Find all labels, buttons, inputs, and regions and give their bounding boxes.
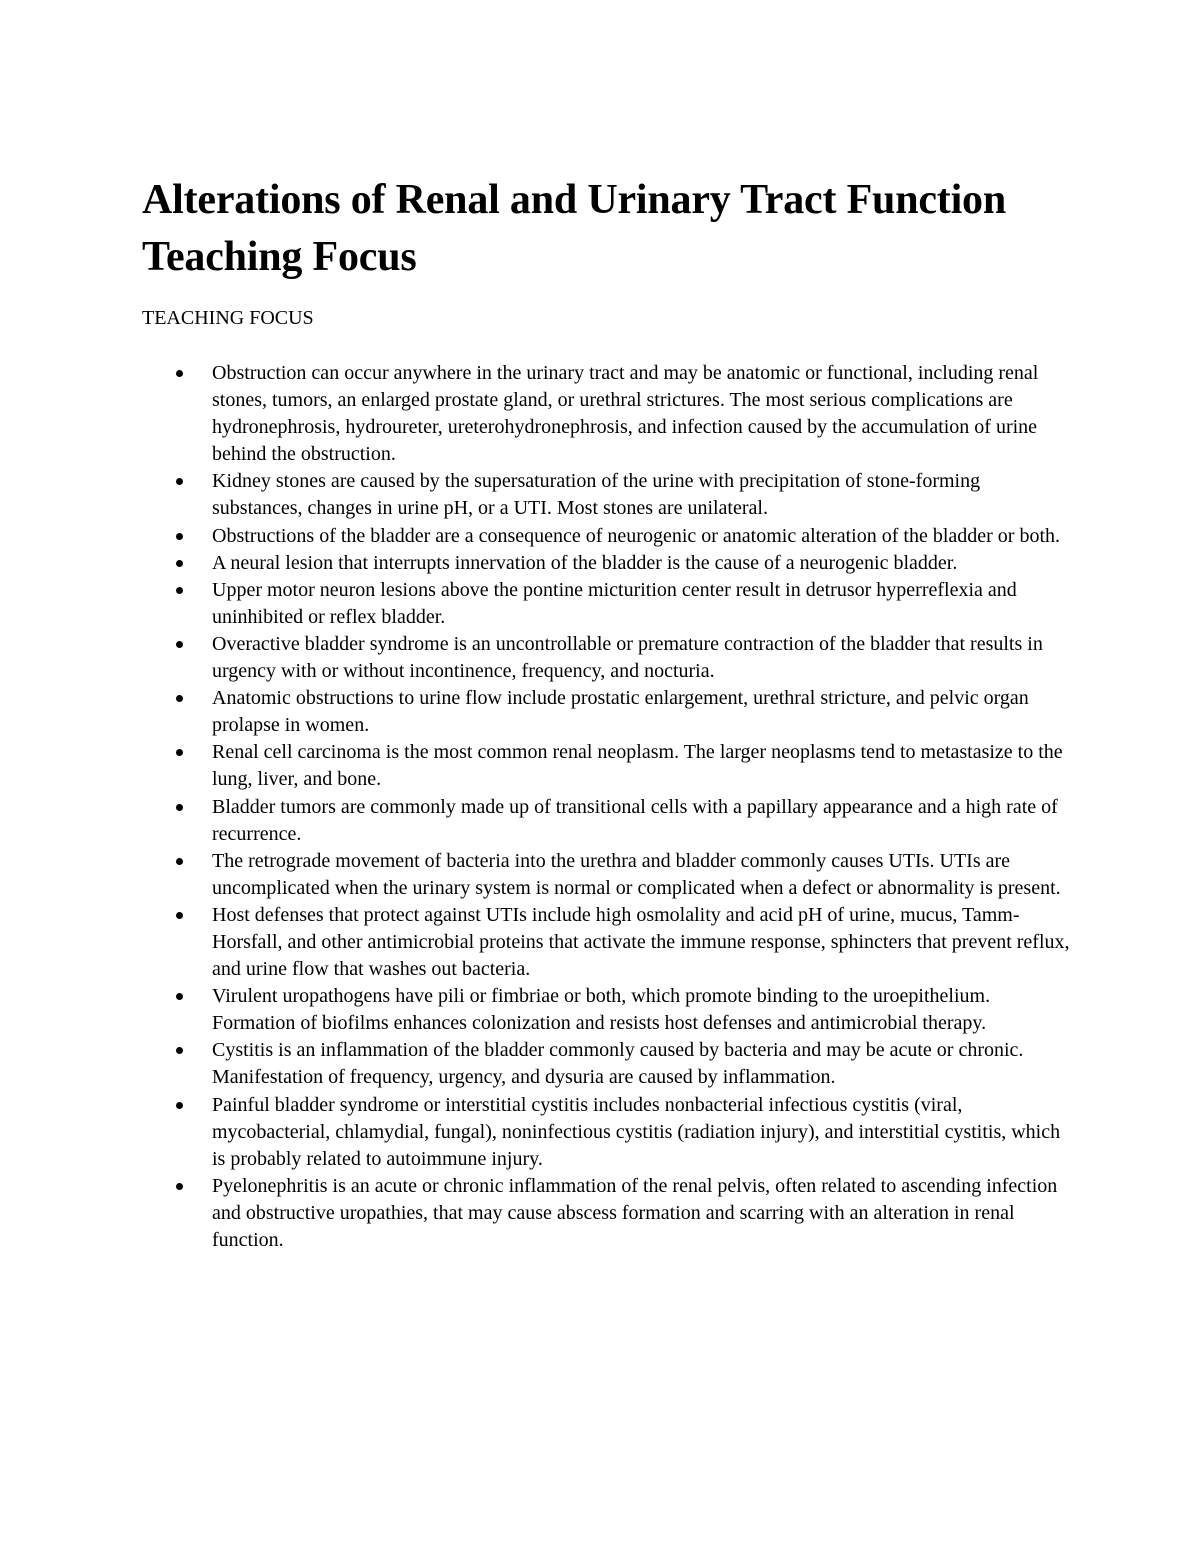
bullet-icon (176, 370, 183, 377)
bullet-icon (176, 695, 183, 702)
list-item-text: Kidney stones are caused by the supersaturation of the urine with precipitation of stone-forming substances, changes in urine pH, or a UTI. Most stones are unilateral. (212, 470, 981, 520)
list-item (212, 848, 1072, 902)
list-item-text: Virulent uropathogens have pili or fimbriae or both, which promote binding to the uroepithelium. Formation of biofilms enhances colonization and resists host defenses and antimicrobial therapy. (212, 985, 991, 1035)
list-item (212, 523, 1072, 550)
section-heading: TEACHING FOCUS (142, 307, 314, 329)
list-item-text: Cystitis is an inflammation of the bladder commonly caused by bacteria and may be acute or chronic. Manifestation of frequency, urgency, and dysuria are caused by inflammation. (212, 1039, 1024, 1089)
list-item (212, 794, 1072, 848)
bullet-icon (176, 1047, 183, 1054)
list-item-text: A neural lesion that interrupts innervation of the bladder is the cause of a neurogenic bladder. (212, 551, 958, 574)
bullet-icon (176, 993, 183, 1000)
list-item (212, 685, 1072, 739)
list-item-text: The retrograde movement of bacteria into the urethra and bladder commonly causes UTIs. UTIs are uncomplicated when the urinary system is normal or complicated when a defect or abnormality is present. (212, 849, 1061, 899)
bullet-icon (176, 804, 183, 811)
list-item-text: Anatomic obstructions to urine flow include prostatic enlargement, urethral stricture, and pelvic organ prolapse in women. (212, 687, 1029, 737)
bullet-list (212, 360, 1072, 1254)
list-item-text: Bladder tumors are commonly made up of transitional cells with a papillary appearance and a high rate of recurrence. (212, 795, 1058, 845)
list-item (212, 1037, 1072, 1091)
bullet-icon (176, 587, 183, 594)
list-item (212, 577, 1072, 631)
list-item-text: Overactive bladder syndrome is an uncontrollable or premature contraction of the bladder that results in urgency with or without incontinence, frequency, and nocturia. (212, 632, 1043, 683)
list-item (212, 983, 1072, 1037)
list-item-text: Upper motor neuron lesions above the pontine micturition center result in detrusor hyperreflexia and uninhibited or reflex bladder. (212, 578, 1017, 628)
bullet-icon (176, 912, 183, 919)
list-item-text: Renal cell carcinoma is the most common renal neoplasm. The larger neoplasms tend to metastasize to the lung, liver, and bone. (212, 741, 1063, 791)
bullet-icon (176, 749, 183, 756)
list-item (212, 468, 1072, 522)
bullet-icon (176, 858, 183, 865)
list-item-text: Host defenses that protect against UTIs include high osmolality and acid pH of urine, mucus, Tamm-Horsfall, and other antimicrobial proteins that activate the immune response, sphincters that prevent reflux, and urine flow that washes out bacteria. (212, 903, 1070, 981)
bullet-icon (176, 641, 183, 648)
list-item (212, 360, 1072, 468)
bullet-icon (176, 1183, 183, 1190)
bullet-icon (176, 1102, 183, 1109)
bullet-icon (176, 478, 183, 485)
bullet-icon (176, 533, 183, 540)
list-item (212, 1092, 1072, 1173)
list-item-text: Obstruction can occur anywhere in the urinary tract and may be anatomic or functional, including renal stones, tumors, an enlarged prostate gland, or urethral strictures. The most serious complications are hydronephrosis, hydroureter, ureterohydronephrosis, and infection caused by the accumulation of urine behind the obstruction. (212, 362, 1039, 466)
document-title: Alterations of Renal and Urinary Tract Function Teaching Focus (142, 177, 1007, 280)
list-item (212, 739, 1072, 793)
list-item (212, 550, 1072, 577)
list-item-text: Obstructions of the bladder are a consequence of neurogenic or anatomic alteration of the bladder or both. (212, 524, 1061, 547)
list-item-text: Painful bladder syndrome or interstitial cystitis includes nonbacterial infectious cystitis (viral, mycobacterial, chlamydial, fungal), noninfectious cystitis (radiation injury), and interstitial cystitis, which is probably related to autoimmune injury. (212, 1093, 1061, 1170)
list-item-text: Pyelonephritis is an acute or chronic inflammation of the renal pelvis, often related to ascending infection and obstructive uropathies, that may cause abscess formation and scarring with an alteration in renal function. (212, 1174, 1058, 1251)
list-item (212, 902, 1072, 983)
bullet-icon (176, 560, 183, 567)
list-item (212, 1173, 1072, 1254)
list-item (212, 631, 1072, 685)
